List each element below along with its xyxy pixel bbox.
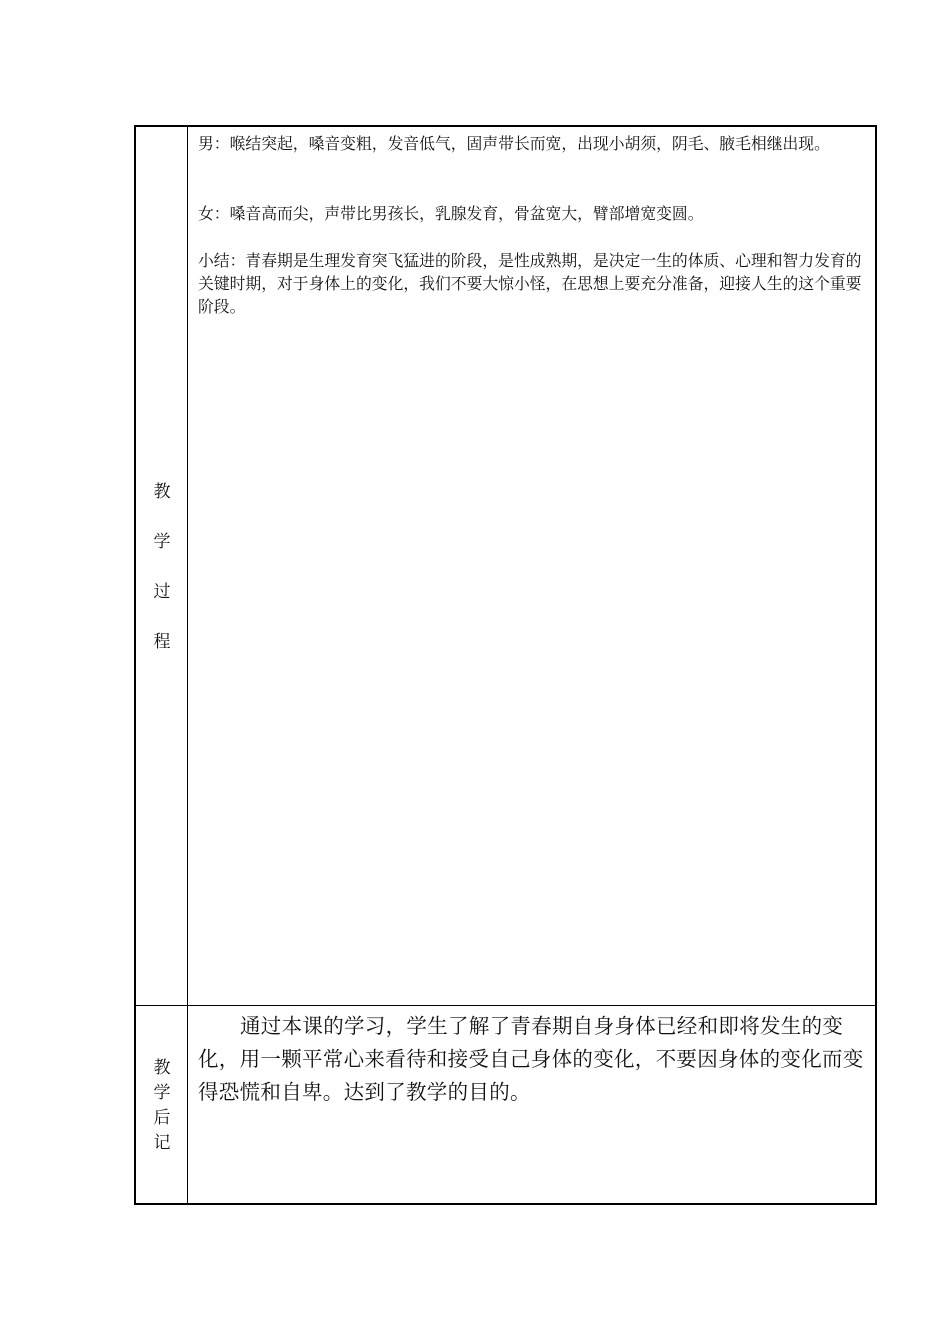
label-char: 记	[153, 1133, 171, 1153]
label-char: 教	[153, 482, 171, 502]
lesson-plan-table	[134, 125, 877, 1205]
teaching-afterword-label-cell	[136, 1006, 188, 1203]
label-char: 学	[153, 1083, 171, 1103]
afterword-paragraph: 通过本课的学习，学生了解了青春期自身身体已经和即将发生的变化，用一颗平常心来看待和接受自己身体的变化，不要因身体的变化而变得恐慌和自卑。达到了教学的目的。	[198, 1014, 864, 1104]
label-char: 程	[153, 632, 171, 652]
teaching-afterword-row	[136, 1005, 875, 1203]
teaching-afterword-content	[188, 1006, 875, 1203]
label-char: 学	[153, 532, 171, 552]
label-char: 过	[153, 582, 171, 602]
teaching-process-label-cell	[136, 127, 188, 1005]
paragraph-female-changes: 女：嗓音高而尖，声带比男孩长，乳腺发育，骨盆宽大，臂部增宽变圆。	[198, 204, 704, 223]
paragraph-summary: 小结：青春期是生理发育突飞猛进的阶段，是性成熟期，是决定一生的体质、心理和智力发育的关键时期，对于身体上的变化，我们不要大惊小怪，在思想上要充分准备，迎接人生的这个重要阶段。	[198, 251, 862, 316]
label-char: 后	[153, 1108, 171, 1128]
label-char: 教	[153, 1058, 171, 1078]
paragraph-male-changes: 男：喉结突起，嗓音变粗，发音低气，固声带长而宽，出现小胡须，阴毛、腋毛相继出现。	[198, 134, 830, 153]
teaching-process-row	[136, 127, 875, 1005]
teaching-process-content	[188, 127, 875, 1005]
